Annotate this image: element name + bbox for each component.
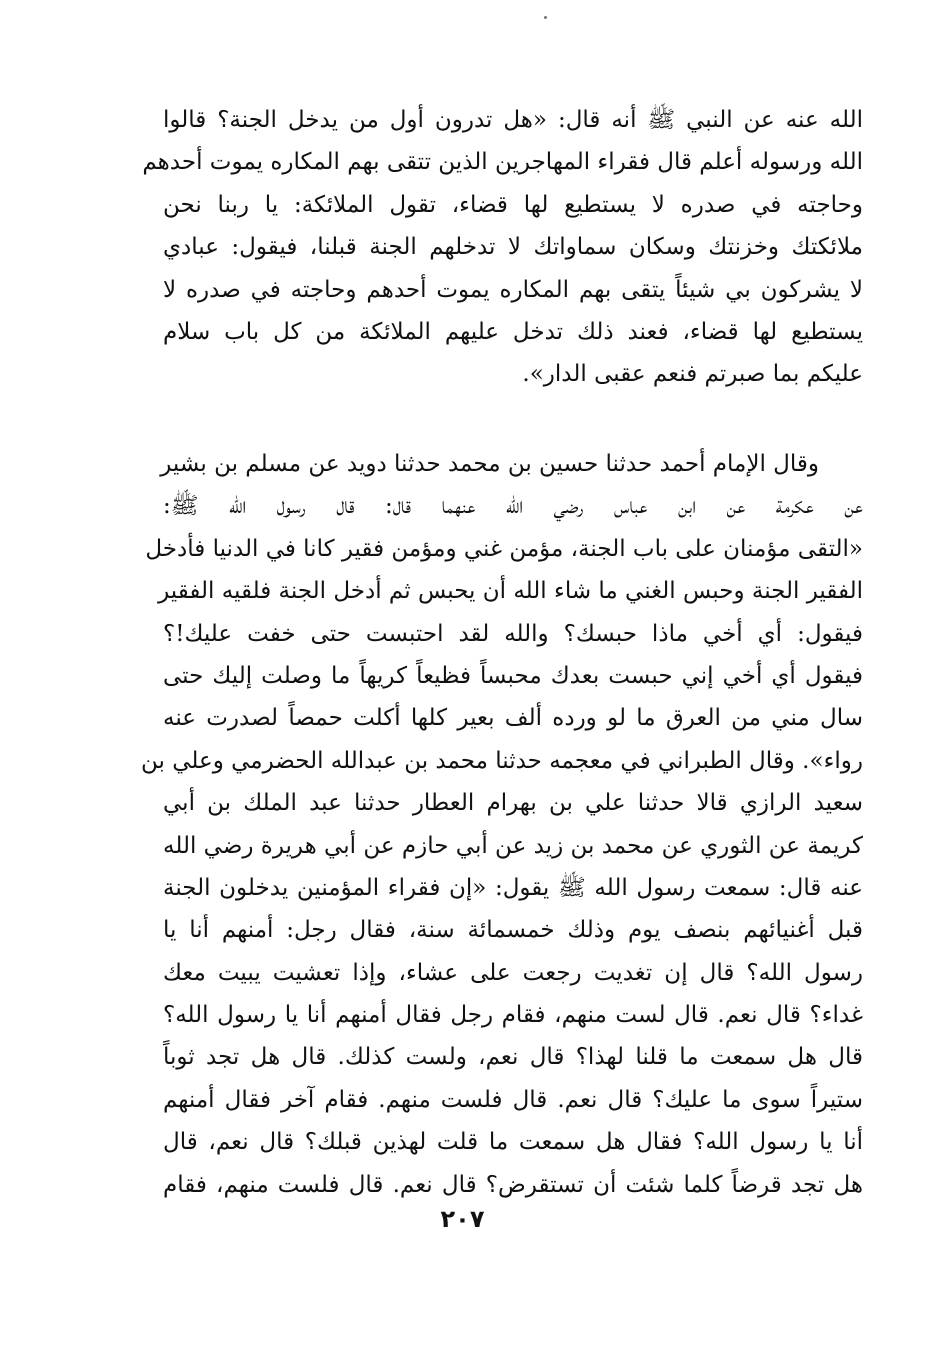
paragraph-hadith-muhajirin xyxy=(142,99,863,396)
text-line: وحاجته في صدره لا يستطيع لها قضاء، تقول الملائكة: يا ربنا نحن xyxy=(163,191,863,218)
text-line: فيقول: أي أخي ماذا حبسك؟ والله لقد احتبست حتى خفت عليك!؟ xyxy=(163,620,863,647)
text-line: قبل أغنيائهم بنصف يوم وذلك خمسمائة سنة، فقال رجل: أمنهم أنا يا xyxy=(163,917,863,944)
text-line: لا يشركون بي شيئاً يتقى بهم المكاره يموت أحدهم وحاجته في صدره لا xyxy=(163,276,863,303)
paragraph-hadith-ahmad-tabarani xyxy=(140,443,863,1206)
text-line: هل تجد قرضاً كلما شئت أن تستقرض؟ قال نعم. قال فلست منهم، فقام xyxy=(163,1171,863,1198)
text-line: عنه قال: سمعت رسول الله ﷺ يقول: «إن فقراء المؤمنين يدخلون الجنة xyxy=(163,874,863,901)
text-line: غداء؟ قال نعم. قال لست منهم، فقام رجل فقال أمنهم أنا يا رسول الله؟ xyxy=(163,1002,863,1029)
text-line: عليكم بما صبرتم فنعم عقبى الدار». xyxy=(522,361,863,388)
text-line: الفقير الجنة وحبس الغني ما شاء الله أن يحبس ثم أدخل الجنة فلقيه الفقير xyxy=(158,578,863,605)
text-line: ستيراً سوى ما عليك؟ قال نعم. قال فلست منهم. فقام آخر فقال أمنهم xyxy=(163,1086,863,1113)
text-line: يستطيع لها قضاء، فعند ذلك تدخل عليهم الملائكة من كل باب سلام xyxy=(163,318,863,345)
text-line: كريمة عن الثوري عن محمد بن زيد عن أبي حازم عن أبي هريرة رضي الله xyxy=(163,832,863,859)
text-line: رواء». وقال الطبراني في معجمه حدثنا محمد بن عبدالله الحضرمي وعلي بن xyxy=(140,747,863,774)
text-line: رسول الله؟ قال إن تغديت رجعت على عشاء، وإذا تعشيت يبيت معك xyxy=(163,959,863,986)
text-line: فيقول أي أخي إني حبست بعدك محبساً فظيعاً كريهاً ما وصلت إليك حتى xyxy=(163,662,863,689)
scan-speck xyxy=(544,16,547,19)
text-line: سال مني من العرق ما لو ورده ألف بعير كلها أكلت حمصاً لصدرت عنه xyxy=(163,705,863,732)
text-line: ملائكتك وخزنتك وسكان سماواتك لا تدخلهم الجنة قبلنا، فيقول: عبادي xyxy=(163,234,863,261)
text-line: أنا يا رسول الله؟ فقال هل سمعت ما قلت لهذين قبلك؟ قال نعم، قال xyxy=(163,1129,863,1156)
text-line: قال هل سمعت ما قلنا لهذا؟ قال نعم، ولست كذلك. قال هل تجد ثوباً xyxy=(163,1044,863,1071)
text-line: «التقى مؤمنان على باب الجنة، مؤمن غني ومؤمن فقير كانا في الدنيا فأدخل xyxy=(145,535,863,562)
text-line: سعيد الرازي قالا حدثنا علي بن بهرام العطار حدثنا عبد الملك بن أبي xyxy=(163,790,863,817)
text-line: وقال الإمام أحمد حدثنا حسين بن محمد حدثنا دويد عن مسلم بن بشير xyxy=(160,451,819,477)
text-line: الله ورسوله أعلم قال فقراء المهاجرين الذين تتقى بهم المكاره يموت أحدهم xyxy=(142,149,863,176)
page-number: ٢٠٧ xyxy=(440,1205,485,1233)
text-line: عن عكرمة عن ابن عباس رضي الله عنهما قال: قال رسول الله ﷺ: xyxy=(163,493,863,520)
text-line: الله عنه عن النبي ﷺ أنه قال: «هل تدرون أول من يدخل الجنة؟ قالوا xyxy=(163,107,863,133)
